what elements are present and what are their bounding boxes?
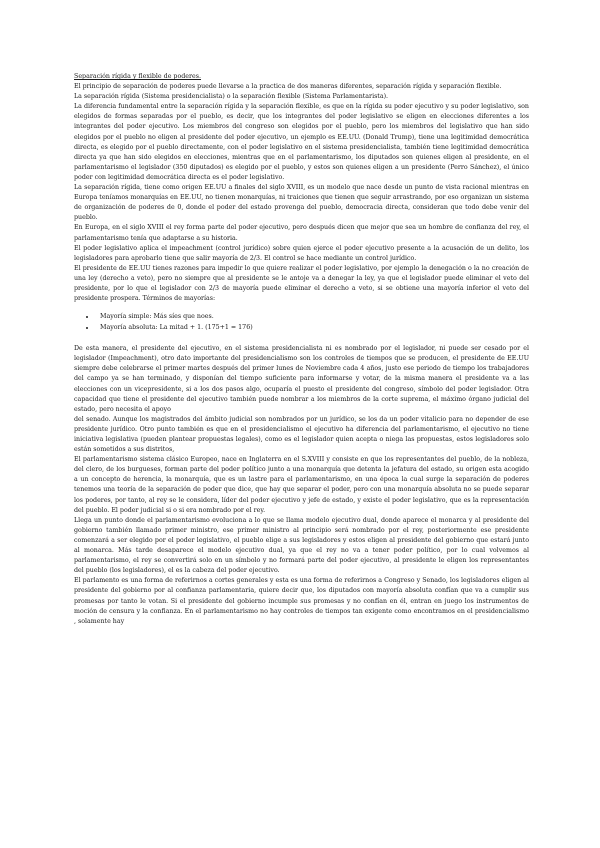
paragraph: La diferencia fundamental entre la separación rígida y la separación flexible, es que en la rígida su poder ejecutivo y su poder legislativo, son elegidos de formas separadas por el pueblo, es decir, que los integrantes del poder legislativo se eligen en elecciones diferentes a los integrantes del poder ejecutivo. Los miembros del congreso son elegidos por el pueblo, pero los miembros del legislativo que han sido elegidos por el pueblo no eligen al presidente del poder ejecutivo, un ejemplo es EE.UU. (Donald Trump), tiene una legitimidad democrática directa, es elegido por el pueblo directamente, con el poder legislativo en el sistema presidencialista, también tiene legitimidad democrática directa ya que han sido elegidos en elecciones, mientras que en el parlamentarismo, los diputados son quienes eligen al presidente, en el parlamentarismo el legislador (350 diputados) es elegido por el pueblo, y estos son quienes eligen a un presidente (Perro Sánchez), el único poder con legitimidad democrática directa es el poder legislativo.	[74, 103, 529, 181]
paragraph: El parlamentarismo sistema clásico Europeo, nace en Inglaterra en el S.XVIII y consiste en que los representantes del pueblo, de la nobleza, del clero, de los burgueses, forman parte del poder político junto a una monarquía que detenta la jefatura del estado, su origen esta acogido a un concepto de herencia, la monarquía, que es un lastre para el parlamentarismo, en una época la cual surge la separación de poderes tenemos una teoría de la separación de poder que dice, que hay que separar el poder, pero con una monarquía absoluta no se puede separar los poderes, por tanto, al rey se le considera, líder del poder ejecutivo y jefe de estado, y existe el poder legislativo, que es la representación del pueblo. El poder judicial si o si era nombrado por el rey.	[74, 456, 529, 514]
document-title: Separación rígida y flexible de poderes.	[74, 73, 201, 80]
paragraph: En Europa, en el siglo XVIII el rey forma parte del poder ejecutivo, pero después dicen que mejor que sea un hombre de confianza del rey, el parlamentarismo tenía que adaptarse a su historia.	[74, 224, 529, 242]
majority-list	[74, 312, 529, 333]
paragraph: La separación rígida (Sistema presidencialista) o la separación flexible (Sistema Parlamentarista).	[74, 93, 389, 101]
list-item: • Mayoría absoluta: La mitad + 1. (175+1 = 176)	[96, 323, 529, 334]
paragraph: La separación rígida, tiene como origen EE.UU a finales del siglo XVIII, es un modelo que nace desde un punto de vista racional mientras en Europa teníamos monarquías en EE.UU, no tienen monarquías, ni traiciones que tienen que seguir arrastrando, por eso organizan un sistema de organización de poderes de 0, donde el poder del estado provenga del pueblo, democracia directa, consideran que todo debe venir del pueblo.	[74, 184, 529, 222]
paragraph: El presidente de EE.UU tienes razones para impedir lo que quiere realizar el poder legislativo, por ejemplo la denegación o la no creación de una ley (derecho a veto), pero no siempre que al presidente se le antoje va a denegar la ley, ya que el legislador puede eliminar el veto del presidente, por lo que el legislador con 2/3 de mayoría puede eliminar el derecho a veto, si se obtiene una mayoría inferior el veto del presidente prospera. Términos de mayorías:	[74, 264, 529, 303]
document-page	[74, 72, 529, 627]
list-item: • Mayoría simple: Más síes que noes.	[96, 312, 529, 323]
paragraph: Llega un punto donde el parlamentarismo evoluciona a lo que se llama modelo ejecutivo dual, donde aparece el monarca y al presidente del gobierno también llamado primer ministro, ese primer ministro al principio será nombrado por el rey, posteriormente ese presidente comenzará a ser elegido por el poder legislativo, el pueblo elige a sus legisladores y estos eligen al presidente del gobierno que estará junto al monarca. Más tarde desaparece el modelo ejecutivo dual, ya que el rey no va a tener poder político, por lo cual volvemos al parlamentarismo, el rey se convertirá solo en un símbolo y no formará parte del poder ejecutivo, al presidente le eligen los representantes del pueblo (los legisladores), el es la cabeza del poder ejecutivo.	[74, 516, 529, 575]
paragraph: El poder legislativo aplica el impeachment (control jurídico) sobre quien ejerce el poder ejecutivo presente a la acusación de un delito, los legisladores para aprobarlo tiene que salir mayoría de 2/3. El control se hace mediante un control jurídico.	[74, 244, 529, 262]
paragraph: De esta manera, el presidente del ejecutivo, en el sistema presidencialista ni es nombrado por el legislador, ni puede ser cesado por el legislador (Impeachment), otro dato importante del presidencialismo son los controles de tiempos que se producen, el presidente de EE.UU siempre debe celebrarse el primer martes después del primer lunes de Noviembre cada 4 años, justo ese periodo de tiempo los trabajadores del campo ya se han terminado, y disponían del tiempo suficiente para informarse y votar, de la misma manera el presidente va a las elecciones con un vicepresidente, si a los dos pasos algo, ocuparía el puesto el presidente del congreso, símbolo del poder legislador. Otra capacidad que tiene el presidente del ejecutivo también puede nombrar a los miembros de la corte suprema, el máximo órgano judicial del estado, pero necesita el apoyo	[74, 345, 529, 413]
paragraph: El parlamento es una forma de referirnos a cortes generales y esta es una forma de referirnos a Congreso y Senado, los legisladores eligen al presidente del gobierno por al confianza parlamentaria, quiere decir que, los diputados con mayoría absoluta confían que va a cumplir sus promesas por tanto le votan. Si el presidente del gobierno incumple sus promesas y no confían en él, entran en juego los instrumentos de moción de censura y la confianza. En el parlamentarismo no hay controles de tiempos tan exigente como encontramos en el presidencialismo , solamente hay	[74, 577, 529, 625]
paragraph: del senado. Aunque los magistrados del ámbito judicial son nombrados por un jurídico, se los da un poder vitalicio para no depender de ese presidente jurídico. Otro punto también es que en el presidencialismo el ejecutivo ha diferencia del parlamentarismo, el ejecutivo no tiene iniciativa legislativa (pueden plantear propuestas legales), como es el legislador quien acepta o niega las propuestas, estos legisladores solo están sometidos a sus distritos,	[74, 415, 529, 454]
paragraph: El principio de separación de poderes puede llevarse a la practica de dos maneras diferentes, separación rígida y separación flexible.	[74, 83, 502, 91]
